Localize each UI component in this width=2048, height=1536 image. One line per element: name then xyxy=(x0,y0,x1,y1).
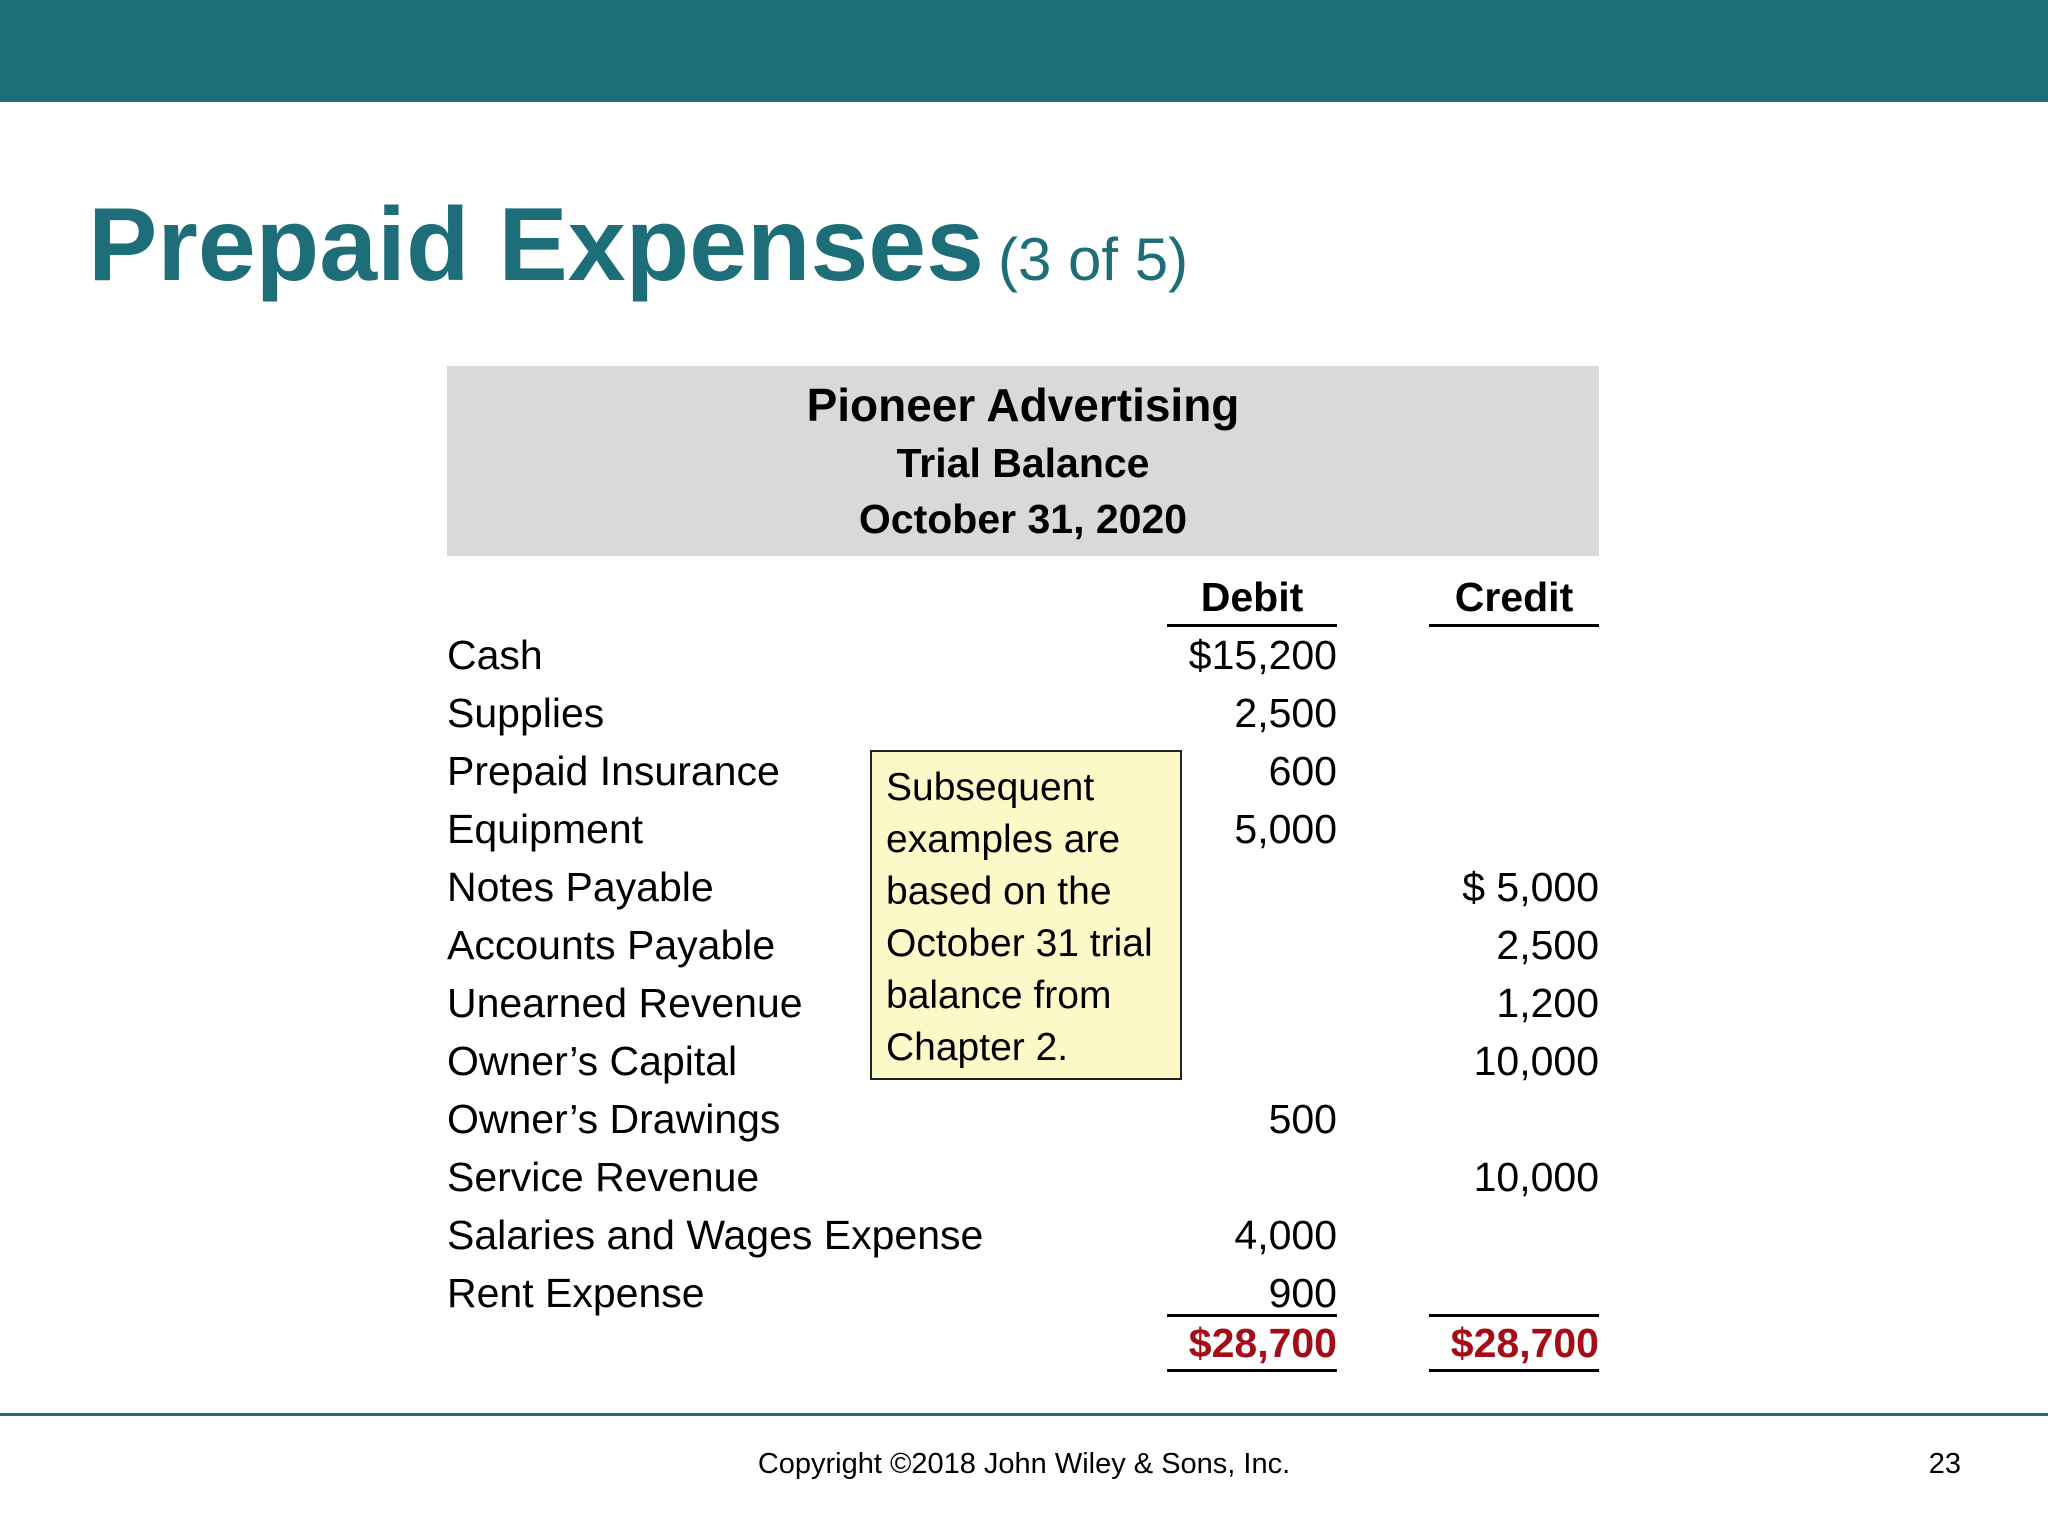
company-name: Pioneer Advertising xyxy=(806,379,1240,431)
slide-title-sub: (3 of 5) xyxy=(997,226,1189,293)
account-name: Notes Payable xyxy=(447,864,714,910)
debit-amount: 600 xyxy=(1268,748,1337,794)
total-credit: $28,700 xyxy=(1429,1314,1599,1372)
account-name: Service Revenue xyxy=(447,1154,760,1200)
total-debit: $28,700 xyxy=(1167,1314,1337,1372)
footer-divider xyxy=(0,1413,2048,1416)
account-name: Accounts Payable xyxy=(447,922,776,968)
debit-column-header: Debit xyxy=(1167,570,1337,627)
account-name: Owner’s Capital xyxy=(447,1038,738,1084)
note-line: October 31 trial xyxy=(886,922,1153,965)
copyright-text: Copyright ©2018 John Wiley & Sons, Inc. xyxy=(757,1448,1291,1480)
totals-row xyxy=(447,1314,1599,1372)
note-line: balance from xyxy=(886,974,1112,1017)
callout-note xyxy=(870,750,1182,1080)
credit-amount: 10,000 xyxy=(1473,1038,1599,1084)
table-row xyxy=(447,684,1599,742)
credit-amount: $ 5,000 xyxy=(1462,864,1599,910)
account-name: Supplies xyxy=(447,690,605,736)
credit-amount: 1,200 xyxy=(1496,980,1599,1026)
note-line: Chapter 2. xyxy=(886,1026,1069,1069)
debit-amount: 500 xyxy=(1268,1096,1337,1142)
note-line: Subsequent xyxy=(886,766,1095,809)
slide-title-main: Prepaid Expenses xyxy=(88,187,984,303)
page-number: 23 xyxy=(1928,1448,1961,1480)
table-row xyxy=(447,1206,1599,1264)
account-name: Owner’s Drawings xyxy=(447,1096,781,1142)
account-name: Equipment xyxy=(447,806,644,852)
debit-amount: 900 xyxy=(1268,1270,1337,1316)
debit-amount: 4,000 xyxy=(1234,1212,1337,1258)
trial-balance-header xyxy=(447,366,1599,556)
credit-column-header: Credit xyxy=(1429,570,1599,627)
account-name: Rent Expense xyxy=(447,1270,705,1316)
note-line: based on the xyxy=(886,870,1112,913)
statement-date: October 31, 2020 xyxy=(858,496,1188,542)
credit-amount: 2,500 xyxy=(1496,922,1599,968)
debit-amount: $15,200 xyxy=(1188,632,1337,678)
account-name: Unearned Revenue xyxy=(447,980,803,1026)
table-row xyxy=(447,626,1599,684)
slide-title xyxy=(88,186,1188,305)
account-name: Salaries and Wages Expense xyxy=(447,1212,984,1258)
account-name: Prepaid Insurance xyxy=(447,748,780,794)
statement-name: Trial Balance xyxy=(896,440,1150,486)
account-name: Cash xyxy=(447,632,543,678)
debit-amount: 5,000 xyxy=(1234,806,1337,852)
debit-amount: 2,500 xyxy=(1234,690,1337,736)
top-banner xyxy=(0,0,2048,102)
note-line: examples are xyxy=(886,818,1121,861)
credit-amount: 10,000 xyxy=(1473,1154,1599,1200)
table-row xyxy=(447,1090,1599,1148)
table-row xyxy=(447,1148,1599,1206)
